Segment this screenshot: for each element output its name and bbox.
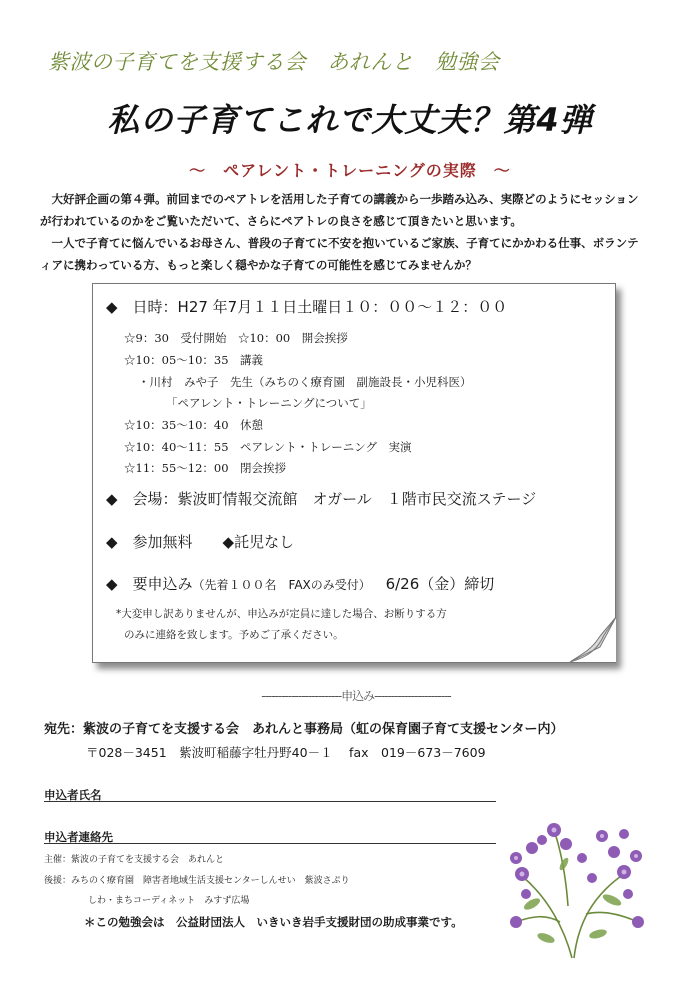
application-address: 〒028－3451 紫波町稲藤字牡丹野40－１ fax 019－673－7609 <box>86 745 486 760</box>
page-title: 私の子育てこれで大丈夫？第4弾 <box>107 101 593 139</box>
intro-line: ィアに携わっている方、もっと楽しく穏やかな子育ての可能性を感じてみませんか？ <box>40 258 477 272</box>
schedule-item: ☆11：55～12：00 閉会挨拶 <box>124 461 287 475</box>
registration-deadline: 6/26（金）締切 <box>385 575 495 593</box>
application-divider: ------------------------申込み----------------------- <box>261 689 451 703</box>
registration-label: ◆ 要申込み <box>106 575 193 593</box>
registration-notice: のみに連絡を致します。予めご了承ください。 <box>124 629 344 641</box>
supporters-credit: しわ・まちコーディネット みすず広場 <box>88 896 250 906</box>
intro-line: が行われているのかをご覧いただいて、さらにペアトレの良さを感じて頂きたいと思います。 <box>40 214 522 228</box>
supporters-credit: 後援：みちのく療育園 障害者地域生活支援センターしんせい 紫波さぷり <box>44 876 350 886</box>
event-registration <box>106 573 494 594</box>
purple-flower-icon <box>502 818 652 960</box>
grant-footnote: ＊この勉強会は 公益財団法人 いきいき岩手支援財団の助成事業です。 <box>84 915 463 929</box>
intro-line: 一人で子育てに悩んでいるお母さん、普段の子育てに不安を抱いているご家族、子育てにかかわる仕事、ボランテ <box>51 236 639 250</box>
registration-capacity-note: （先着１００名 FAXのみ受付） <box>192 578 371 592</box>
page-curl-icon <box>570 617 616 662</box>
schedule-item: ☆10：05～10：35 講義 <box>124 353 264 367</box>
schedule-item: 「ペアレント・トレーニングについて」 <box>166 396 372 410</box>
applicant-contact-label: 申込者連絡先 <box>44 830 113 844</box>
intro-line: 大好評企画の第４弾。前回までのペアトレを活用した子育ての講義から一歩踏み込み、実際どのようにセッション <box>51 192 639 206</box>
page-subtitle: ～ ペアレント・トレーニングの実際 ～ <box>189 161 511 180</box>
schedule-item: ☆10：40～11：55 ペアレント・トレーニング 実演 <box>124 440 412 454</box>
event-venue: ◆ 会場：紫波町情報交流館 オガール １階市民交流ステージ <box>106 490 537 508</box>
application-destination: 宛先：紫波の子育てを支援する会 あれんと事務局（虹の保育園子育て支援センター内） <box>44 722 564 737</box>
applicant-name-line[interactable] <box>44 801 496 802</box>
applicant-name-label: 申込者氏名 <box>44 788 102 802</box>
applicant-contact-line[interactable] <box>44 843 496 844</box>
schedule-item: ☆10：35～10：40 休憩 <box>124 418 264 432</box>
schedule-item: ☆9：30 受付開始 ☆10：00 開会挨拶 <box>124 331 348 345</box>
intro-paragraph <box>40 188 664 276</box>
organization-header: 紫波の子育てを支援する会 あれんと 勉強会 <box>48 50 500 74</box>
registration-notice: *大変申し訳ありませんが、申込みが定員に達した場合、お断りする方 <box>116 608 447 620</box>
schedule-item: ・川村 みや子 先生（みちのく療育園 副施設長・小児科医） <box>138 375 472 389</box>
organizer-credit: 主催：紫波の子育てを支援する会 あれんと <box>44 855 225 865</box>
event-fee-childcare: ◆ 参加無料 ◆託児なし <box>106 533 295 551</box>
event-datetime: ◆ 日時：H27 年7月１１日土曜日１０：００～１２：００ <box>106 298 508 316</box>
